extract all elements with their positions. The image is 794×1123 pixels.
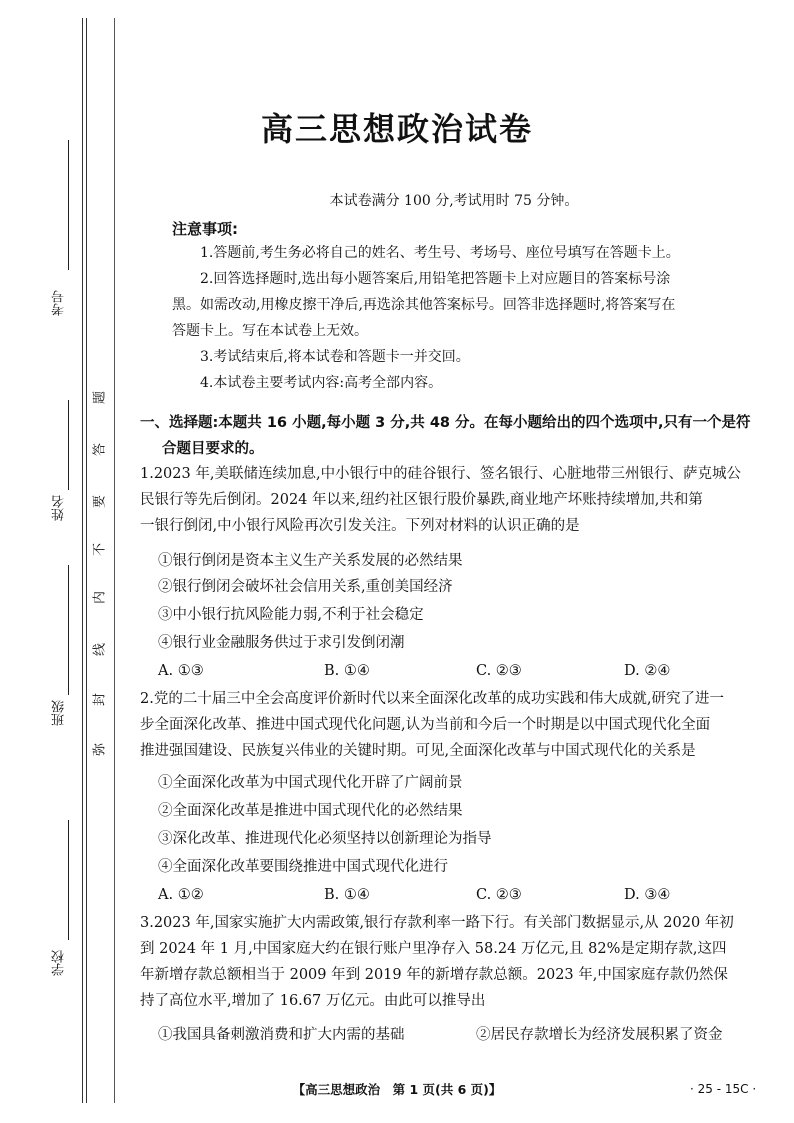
binding-line (86, 18, 87, 1103)
seal-char: 不 (92, 543, 108, 557)
section-line: 合题目要求的。 (162, 441, 264, 457)
field-label: 班级 (52, 700, 67, 726)
seal-char: 内 (92, 591, 108, 605)
notes-heading: 注意事项: (172, 220, 238, 238)
field-label: 考号 (52, 290, 67, 316)
seal-char: 封 (92, 693, 108, 707)
note-line: 3.考试结束后,将本试卷和答题卡一并交回。 (200, 349, 470, 365)
field-exam-number (48, 140, 72, 330)
statement-item: ③深化改革、推进现代化必须坚持以创新理论为指导 (158, 831, 492, 847)
field-school (48, 820, 72, 990)
choice-c[interactable]: C. ②③ (476, 887, 522, 903)
statement-item: ②银行倒闭会破坏社会信用关系,重创美国经济 (158, 579, 453, 595)
seal-char: 题 (92, 391, 108, 405)
choice-a[interactable]: A. ①③ (158, 663, 204, 679)
section-heading (140, 410, 770, 462)
question-1-stem (140, 461, 768, 539)
seal-char: 要 (92, 495, 108, 509)
stem-line: 民银行等先后倒闭。2024 年以来,纽约社区银行股价暴跌,商业地产坏账持续增加,共和第 (140, 492, 703, 508)
stem-line: 一银行倒闭,中小银行风险再次引发关注。下列对材料的认识正确的是 (140, 518, 580, 534)
page-footer: 【高三思想政治 第 1 页(共 6 页)】 (292, 1082, 502, 1097)
question-1-choices (158, 658, 758, 684)
statement-item: ④全面深化改革要围绕推进中国式现代化进行 (158, 859, 448, 875)
choice-c[interactable]: C. ②③ (476, 663, 522, 679)
choice-d[interactable]: D. ②④ (624, 663, 671, 679)
note-line: 4.本试卷主要考试内容:高考全部内容。 (200, 375, 443, 391)
statement-item: ④银行业金融服务供过于求引发倒闭潮 (158, 635, 405, 651)
note-line: 答题卡上。写在本试卷上无效。 (172, 323, 368, 339)
paper-code: · 25 - 15C · (690, 1082, 757, 1096)
choice-b[interactable]: B. ①④ (324, 887, 370, 903)
stem-line: 年新增存款总额相当于 2009 年到 2019 年的新增存款总额。2023 年,中国家庭存款仍然保 (140, 967, 728, 983)
choice-d[interactable]: D. ③④ (624, 887, 671, 903)
page-title: 高三思想政治试卷 (260, 110, 533, 148)
choice-a[interactable]: A. ①② (158, 887, 204, 903)
question-3-stem (140, 910, 768, 1014)
stem-line: 推进强国建设、民族复兴伟业的关键时期。可见,全面深化改革与中国式现代化的关系是 (140, 743, 696, 759)
seal-char: 答 (92, 443, 108, 457)
note-line: 黑。如需改动,用橡皮擦干净后,再选涂其他答案标号。回答非选择题时,将答案写在 (172, 297, 676, 313)
choice-b[interactable]: B. ①④ (324, 663, 370, 679)
question-2-stem (140, 686, 768, 764)
stem-line: 3.2023 年,国家实施扩大内需政策,银行存款利率一路下行。有关部门数据显示,从 2020 年初 (140, 915, 734, 931)
section-line: 一、选择题:本题共 16 小题,每小题 3 分,共 48 分。在每小题给出的四个选项中,只有一个是符 (140, 415, 751, 431)
field-class (48, 565, 72, 740)
binding-margin (0, 0, 120, 1123)
statement-item: ③中小银行抗风险能力弱,不利于社会稳定 (158, 607, 424, 623)
stem-line: 2.党的二十届三中全会高度评价新时代以来全面深化改革的成功实践和伟大成就,研究了进一 (140, 691, 724, 707)
stem-line: 1.2023 年,美联储连续加息,中小银行中的硅谷银行、签名银行、心脏地带三州银行、萨克城公 (140, 466, 742, 482)
statement-item: ①银行倒闭是资本主义生产关系发展的必然结果 (158, 553, 463, 569)
seal-char: 线 (92, 643, 108, 657)
question-2-choices (158, 882, 758, 908)
statement-item: ①我国具备刺激消费和扩大内需的基础 (158, 1027, 405, 1043)
statement-item: ①全面深化改革为中国式现代化开辟了广阔前景 (158, 775, 463, 791)
stem-line: 持了高位水平,增加了 16.67 万亿元。由此可以推导出 (140, 993, 486, 1009)
note-line: 1.答题前,考生务必将自己的姓名、考生号、考场号、座位号填写在答题卡上。 (200, 245, 680, 261)
exam-info: 本试卷满分 100 分,考试用时 75 分钟。 (329, 193, 579, 209)
field-label: 姓名 (52, 495, 67, 521)
binding-line (82, 18, 83, 1103)
note-line: 2.回答选择题时,选出每小题答案后,用铅笔把答题卡上对应题目的答案标号涂 (200, 271, 671, 287)
cut-line (114, 18, 115, 1103)
statement-item: ②居民存款增长为经济发展积累了资金 (476, 1027, 723, 1043)
stem-line: 到 2024 年 1 月,中国家庭大约在银行账户里净存入 58.24 万亿元,且 82%是定期存款,这四 (140, 941, 727, 957)
field-name (48, 400, 72, 530)
seal-char: 弥 (92, 743, 108, 757)
statement-item: ②全面深化改革是推进中国式现代化的必然结果 (158, 803, 463, 819)
stem-line: 步全面深化改革、推进中国式现代化问题,认为当前和今后一个时期是以中国式现代化全面 (140, 717, 711, 733)
field-label: 学校 (52, 950, 67, 976)
